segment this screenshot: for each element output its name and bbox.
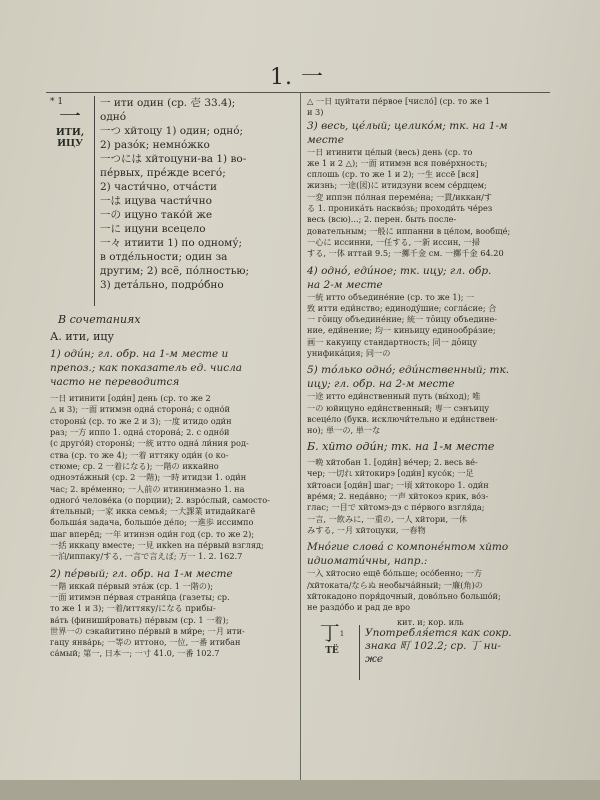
entry-reading-cho: ТЁ xyxy=(325,645,339,656)
text-line: унифика́ция; 同一の xyxy=(307,348,391,359)
text-line: час; 2. вре́менно; 一人前の итининмаэно 1. на xyxy=(50,483,245,494)
kanji-heading-cho xyxy=(312,621,352,657)
examples-4 xyxy=(307,292,559,360)
text-line: идиомати́чны, напр.: xyxy=(307,555,428,568)
text-line: ства (ср. то же 4); 一着 иттяку оди́н (о ко- xyxy=(50,449,229,460)
examples-2 xyxy=(50,581,293,660)
text-line: сплошь (ср. то же 1 и 2); 一生 иссё [вся] xyxy=(307,169,479,180)
text-line: 画一 какуицу стандартность; 同一 дōицу xyxy=(307,336,478,347)
text-line: △ и 3); 一面 итимэн одна́ сторона́; с одно́й xyxy=(50,404,230,415)
text-line: са́мый; 第一, 日本一; 一寸 41.0, 一番 102.7 xyxy=(50,648,220,659)
entry-line: 2) разо́к; немно́жко xyxy=(100,139,210,151)
reading-note: кит. и; кор. иль xyxy=(397,617,464,628)
entry-line: 一の ицуно тако́й же xyxy=(100,209,213,221)
entry-body xyxy=(100,96,292,292)
sense-4 xyxy=(307,264,559,292)
text-line: 3) весь, це́лый; целико́м; тк. на 1-м xyxy=(307,119,508,132)
text-line: жизнь; 一途(図)に итидзуни всем се́рдцем; xyxy=(307,180,487,191)
entry-cho xyxy=(307,617,559,687)
main-entry xyxy=(50,96,293,306)
sense-3 xyxy=(307,119,559,147)
text-line: 一括 иккацу вместе; 一見 икken на пе́рвый взгляд; xyxy=(50,540,264,551)
subsection-heading-b: Б. хйто оди́н; тк. на 1-м месте xyxy=(307,439,495,453)
text-line: 一階 иккай пе́рвый эта́ж (ср. 1 一階の); xyxy=(50,580,214,591)
entry-reading-2: ИЦУ xyxy=(57,137,83,149)
text-line: чер; 一切れ хйтокирэ [оди́н] кусо́к; 一足 xyxy=(307,468,474,479)
text-line: вре́мя; 2. неда́вно; 一声 хйтокоэ крик, во́з- xyxy=(307,491,489,502)
text-line: весь (всю)...; 2. перен. быть после- xyxy=(307,214,457,225)
text-line: и 3) xyxy=(307,107,324,118)
text-line: на 2-м месте xyxy=(307,278,383,291)
text-line: △ 一日 цуйтати пе́рвое [число́] (ср. то же 1 xyxy=(307,96,490,106)
text-line: 一晩 хйтобан 1. [оди́н] ве́чер; 2. весь ве́- xyxy=(307,457,478,468)
text-line: 一泊/иппаку/する, 一言で言えば; 万一 1. 2. 162.7 xyxy=(50,551,243,562)
sense-2 xyxy=(50,567,293,581)
text-line: я́тельный; 一家 икка семья́; 一大課業 итидайкагё xyxy=(50,506,256,517)
text-line: 一日 итинити [оди́н] день (ср. то же 2 xyxy=(50,393,211,404)
text-line: месте xyxy=(307,133,344,146)
text-line: 一の юйицуно еди́нственный; 専一 сэнъицу xyxy=(307,402,490,413)
entry-reading-1: ИТИ, xyxy=(55,126,85,138)
examples-5 xyxy=(307,391,559,436)
text-line: 一入 хйтосио ещё бо́льше; осо́бенно; 一方 xyxy=(307,568,483,579)
text-line: 一面 итимэн пе́рвая страни́ца (газеты; ср. xyxy=(50,591,230,602)
page-edge-shadow xyxy=(0,780,600,800)
text-line: 1) оди́н; гл. обр. на 1-м месте и xyxy=(50,348,229,361)
text-line: всеце́ло (букв. исключи́тельно и еди́нствен- xyxy=(307,413,498,424)
examples-6 xyxy=(307,457,559,536)
text-line: довательным; 一般に иппанни в це́лом, вообще́; xyxy=(307,225,511,236)
page-header: 1. 一 xyxy=(270,65,324,90)
column-divider xyxy=(300,92,301,792)
text-line: одноэта́жный (ср. 2 一階); 一時 итидзи 1. оди́н xyxy=(50,472,247,483)
text-line: /хйтоката/ならぬ необыча́йный; 一廉(角)の xyxy=(307,579,483,590)
idioms-note xyxy=(307,540,559,568)
entry-line: 3) дета́льно, подро́бно xyxy=(100,279,224,291)
text-line: 一変 иппэн по́лная переме́на; 一貫/иккан/す xyxy=(307,191,493,202)
text-line: みする, 一月 хйтоцуки, 一春物 xyxy=(307,524,426,535)
right-column xyxy=(307,96,559,687)
text-line: 一 гōицу объедине́ние; 統一 тōицу объедине- xyxy=(307,314,498,325)
entry-line: 2) части́чно, отча́сти xyxy=(100,181,217,193)
entry-line: 一に ицуни всецело xyxy=(100,223,206,235)
entry-star-marker: * 1 xyxy=(50,97,64,107)
entry-line: другим; 2) всё, по́лностью; xyxy=(100,265,250,277)
text-line: 一言, 一飲みに, 一重の, 一人 хйтори, 一休 xyxy=(307,513,468,524)
text-line: 2) пе́рвый; гл. обр. на 1-м месте xyxy=(50,567,233,580)
text-line: ва́ть (финиши́ровать) пе́рвым (ср. 1 一着); xyxy=(50,614,229,625)
text-line: ицу; гл. обр. на 2-м месте xyxy=(307,378,455,391)
sense-1 xyxy=(50,347,293,389)
text-line: шаг вперёд; 一年 итинэн оди́н год (ср. то же 2); xyxy=(50,528,255,539)
entry-line: одно́ xyxy=(100,111,127,123)
text-line: стюме; ср. 2 一着になる); 一階の иккайно xyxy=(50,460,219,471)
section-heading: В сочетаниях xyxy=(58,313,141,326)
text-line: する, 一体 иттай 9.5; 一擲千金 см. 一擲千金 64.20 xyxy=(307,248,504,259)
text-line: る 1. проника́ть наскво́зь; проходи́ть че́рез xyxy=(307,203,493,214)
text-line: одного́ челове́ка (о порции); 2. взро́слый, самосто- xyxy=(50,494,270,505)
entry-line: 一 ити один (ср. 壱 33.4); xyxy=(100,97,236,109)
text-line: не раздо́бо и рад де вро xyxy=(307,602,411,613)
entry-line: 一つ хйтоцу 1) один; одно́; xyxy=(100,125,244,137)
text-line: 5) то́лько одно́; еди́нственный; тк. xyxy=(307,364,510,377)
text-line: гацу янва́рь; 一等の иттоно, 一位, 一番 итибан xyxy=(50,637,241,648)
entry-body-cho xyxy=(365,627,512,666)
entry-line: 一々 итиити 1) по одному́; xyxy=(100,237,243,249)
text-line: 一心に иссинни, 一任する, 一新 иссин, 一掃 xyxy=(307,236,480,247)
text-line: же xyxy=(365,653,384,666)
text-line: но); 単一の, 単一な xyxy=(307,425,381,436)
text-line: хйтоаси [оди́н] шаг; 一頃 хйтокоро 1. оди́н xyxy=(307,479,489,490)
left-column xyxy=(50,96,293,660)
examples-7 xyxy=(307,568,559,613)
entry-kanji: 一 xyxy=(58,104,81,130)
text-line: же 1 и 2 △); 一面 итимэн вся пове́рхность; xyxy=(307,157,488,168)
entry-line: 一つには хйтоцуни-ва 1) во- xyxy=(100,153,247,165)
text-line: ние, еди́нение; 均一 киньицу единообра́зие; xyxy=(307,325,496,336)
text-line: глас; 一目で хйтомэ-дэ с пе́рвого взгля́да; xyxy=(307,502,485,513)
text-line: 致 итти еди́нство; единоду́шие; согла́сие; 合 xyxy=(307,302,497,313)
entry-rule xyxy=(94,96,95,306)
text-line: знака 町 102.2; ср. 丁 ни- xyxy=(365,640,501,653)
text-line: препоз.; как показатель ед. числа xyxy=(50,362,243,375)
text-line: больша́я задача, большо́е де́ло; 一進歩 иссимпо xyxy=(50,517,254,528)
text-line: 一途 итто еди́нственный путь (вы́ход); 唯 xyxy=(307,391,481,402)
examples-3 xyxy=(307,147,559,260)
text-line: стороны́ (ср. то же 2 и 3); 一度 итидо оди́н xyxy=(50,415,232,426)
text-line: Мно́гие слова́ с компоне́нтом хйто xyxy=(307,541,509,554)
text-line: хйтокадоно поря́дочный, дово́льно большо́й; xyxy=(307,590,501,601)
entry-number: 1 xyxy=(339,630,345,639)
entry-line: 一は ицува части́чно xyxy=(100,195,212,207)
sense-5 xyxy=(307,363,559,391)
examples-top xyxy=(307,96,559,119)
text-line: часто не переводится xyxy=(50,376,180,389)
header-rule xyxy=(46,92,550,93)
entry-line: пе́рвых, пре́жде всего́; xyxy=(100,167,226,179)
kanji-heading xyxy=(50,96,90,149)
subsection-heading: А. ити, ицу xyxy=(50,329,114,343)
text-line: 4) одно́, еди́ное; тк. ицу; гл. обр. xyxy=(307,264,492,277)
entry-line: в отде́льности; один за xyxy=(100,251,228,263)
text-line: 一統 итто объедине́ние (ср. то же 1); 一 xyxy=(307,291,475,302)
text-line: то же 1 и 3); 一着/иттяку/になる прибы- xyxy=(50,603,216,614)
entry-rule-cho xyxy=(359,625,360,680)
examples-1 xyxy=(50,393,293,562)
text-line: 世界一の сэкайитино пе́рвый в ми́ре; 一月 ити- xyxy=(50,625,245,636)
entry-kanji-cho: 丁 xyxy=(319,621,340,646)
text-line: (с друго́й) стороны́; 一統 итто одна́ ли́ния род- xyxy=(50,438,249,449)
text-line: раз; 一方 иппо 1. одна́ сторона́; 2. с одно́й xyxy=(50,427,230,438)
text-line: 一日 итинити це́лый (весь) день (ср. то xyxy=(307,146,473,157)
text-line: Употребля́ется как сокр. xyxy=(365,627,512,640)
